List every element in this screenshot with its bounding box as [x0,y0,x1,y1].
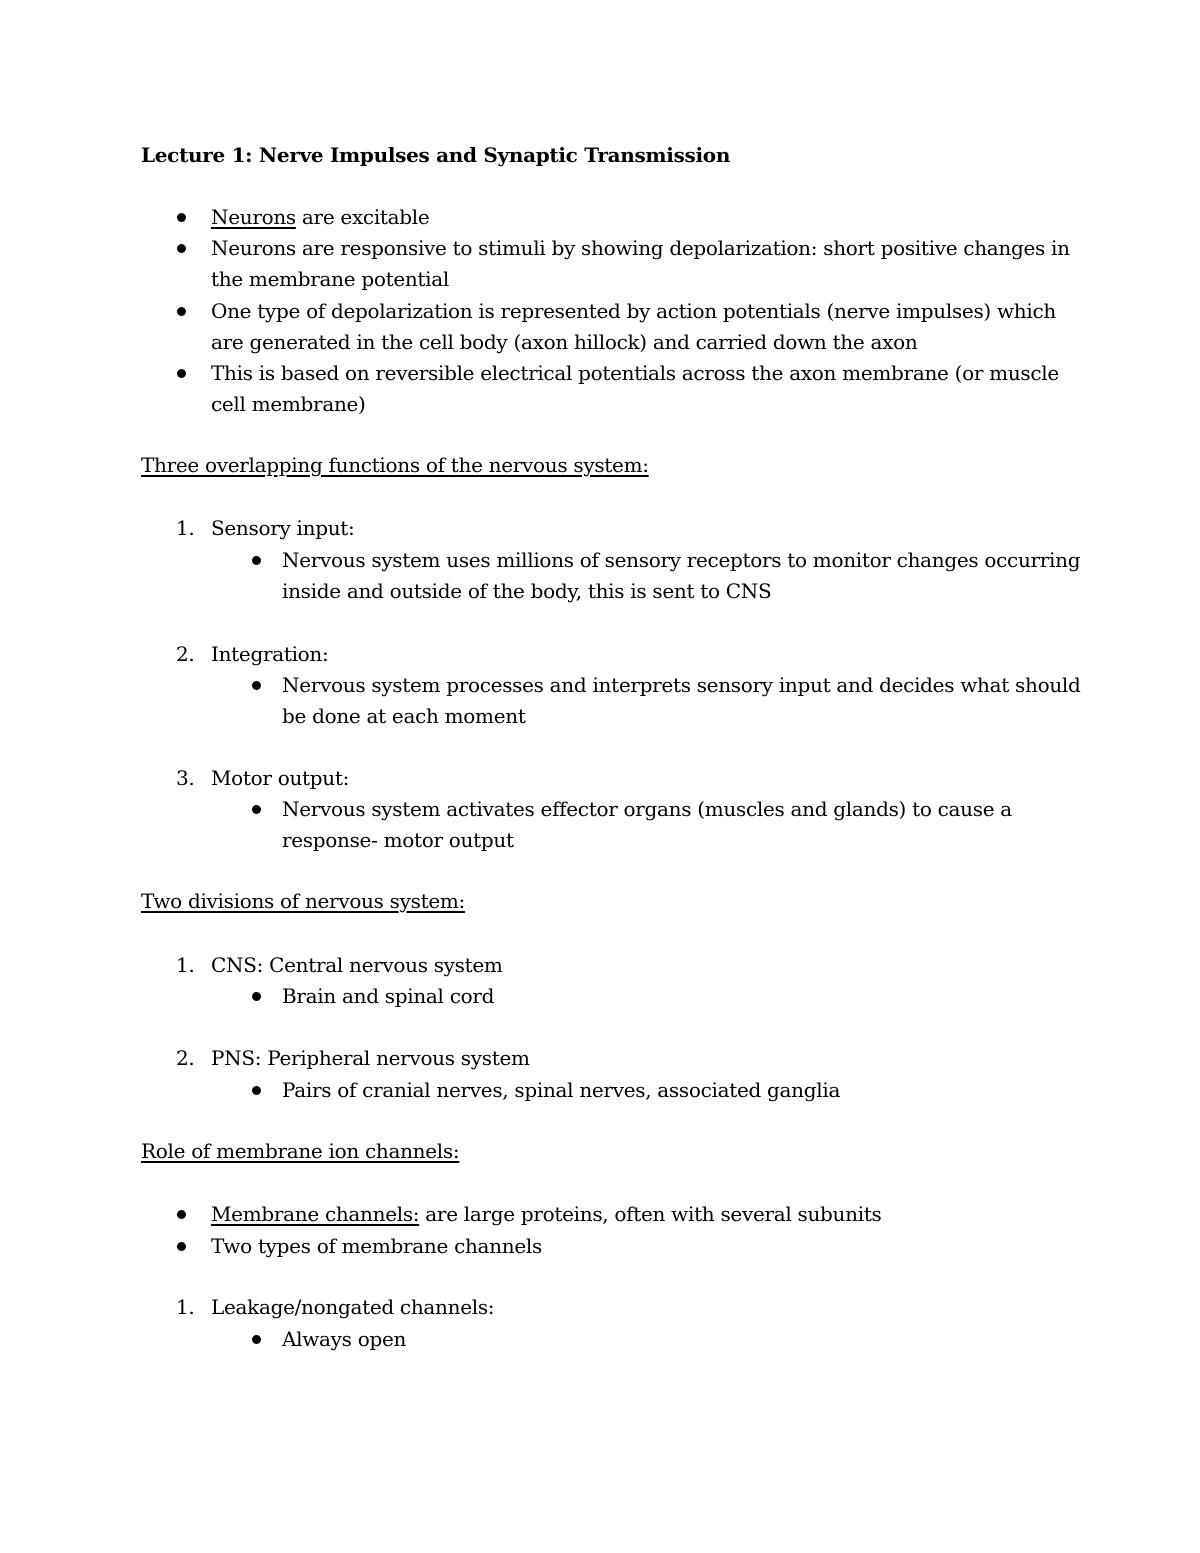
intro-bullet [211,358,1091,420]
page-title: Lecture 1: Nerve Impulses and Synaptic Transmission [141,143,731,167]
list-number: 1. [176,1295,195,1319]
bullet-icon [177,1210,186,1219]
bullet-icon [177,307,186,316]
bullet-text: One type of depolarization is represented by action potentials (nerve impulses) which are generated in the cell body (axon hillock) and carried down the axon [211,299,1056,355]
bullet-icon [252,681,261,690]
intro-bullet [211,233,1091,295]
list-number: 3. [176,766,195,790]
sub-bullet [282,670,1092,732]
section-heading-divisions: Two divisions of nervous system: [141,889,465,913]
bullet-icon [252,556,261,565]
list-number: 2. [176,1046,195,1070]
sub-bullet [282,981,1092,1012]
bullet-text: are large proteins, often with several subunits [419,1202,882,1226]
intro-bullet [211,202,1091,233]
numbered-item-label: Sensory input: [211,516,355,540]
bullet-text: Nervous system uses millions of sensory receptors to monitor changes occurring inside and outside of the body, this is sent to CNS [282,548,1081,604]
intro-bullet [211,296,1091,358]
bullet-icon [252,992,261,1001]
bullet-icon [177,369,186,378]
bullet-icon [177,244,186,253]
bullet-text: This is based on reversible electrical potentials across the axon membrane (or muscle cell membrane) [211,361,1059,417]
sub-bullet [282,1075,1092,1106]
bullet-text: Nervous system activates effector organs (muscles and glands) to cause a response- motor output [282,797,1012,853]
bullet-icon [252,1086,261,1095]
sub-bullet [282,545,1092,607]
bullet-icon [177,1242,186,1251]
bullet-text: Pairs of cranial nerves, spinal nerves, associated ganglia [282,1078,841,1102]
bullet-text: Nervous system processes and interprets sensory input and decides what should be done at each moment [282,673,1081,729]
bullet-text: Always open [282,1327,407,1351]
bullet-text: Brain and spinal cord [282,984,495,1008]
term-neurons: Neurons [211,205,296,229]
bullet-text: Neurons are responsive to stimuli by showing depolarization: short positive changes in the membrane potential [211,236,1070,292]
channels-bullet [211,1199,1091,1230]
numbered-item-label: CNS: Central nervous system [211,953,503,977]
numbered-item-label: Leakage/nongated channels: [211,1295,495,1319]
list-number: 2. [176,642,195,666]
list-number: 1. [176,953,195,977]
sub-bullet [282,1324,1092,1355]
section-heading-functions: Three overlapping functions of the nervous system: [141,453,649,477]
bullet-icon [177,213,186,222]
bullet-icon [252,1335,261,1344]
list-number: 1. [176,516,195,540]
bullet-icon [252,805,261,814]
bullet-text: Two types of membrane channels [211,1234,542,1258]
numbered-item-label: PNS: Peripheral nervous system [211,1046,530,1070]
section-heading-channels: Role of membrane ion channels: [141,1139,460,1163]
term-membrane-channels: Membrane channels: [211,1202,420,1226]
numbered-item-label: Integration: [211,642,329,666]
sub-bullet [282,794,1092,856]
numbered-item-label: Motor output: [211,766,350,790]
channels-bullet [211,1231,1091,1262]
bullet-text: are excitable [295,205,430,229]
